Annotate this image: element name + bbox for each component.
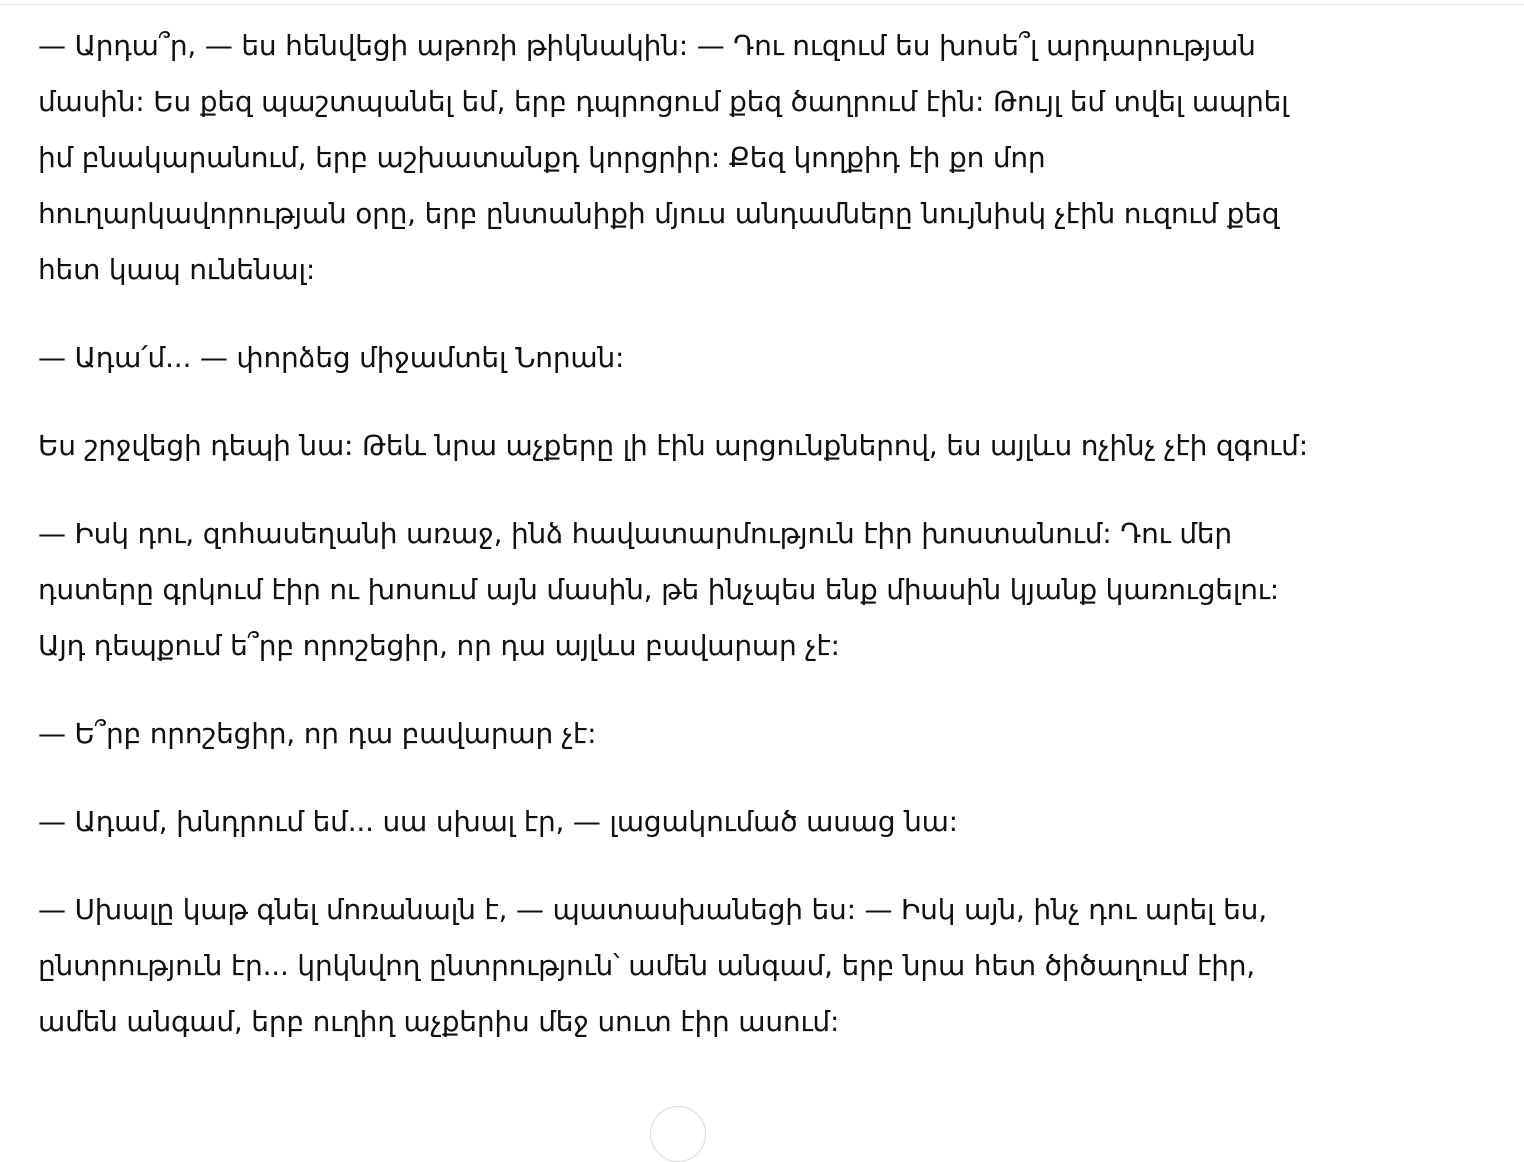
paragraph: — Սխալը կաթ գնել մոռանալն է, — պատասխանեցի ես: — Իսկ այն, ինչ դու արել ես, ընտրություն էր... կրկնվող ընտրություն՝ ամեն անգամ, երբ նրա հետ ծիծաղում էիր, ամեն անգամ, երբ ուղիղ աչքերիս մեջ սուտ էիր ասում:: [38, 893, 1267, 1038]
paragraph: — Ե՞րբ որոշեցիր, որ դա բավարար չէ:: [38, 717, 597, 750]
story-text: [38, 18, 1328, 1082]
scroll-down-button[interactable]: [650, 1106, 706, 1162]
paragraph: — Արդա՞ր, — ես հենվեցի աթոռի թիկնակին: — Դու ուզում ես խոսե՞լ արդարության մասին: Ես քեզ պաշտպանել եմ, երբ դպրոցում քեզ ծաղրում էին: Թույլ եմ տվել ապրել իմ բնակարանում, երբ աշխատանքդ կորցրիր: Քեզ կողքիդ էի քո մոր հուղարկավորության օրը, երբ ընտանիքի մյուս անդամները նույնիսկ չէին ուզում քեզ հետ կապ ունենալ:: [38, 29, 1289, 286]
paragraph: — Ադա՛մ... — փորձեց միջամտել Նորան:: [38, 341, 625, 374]
top-divider: [0, 4, 1524, 5]
paragraph: — Իսկ դու, զոհասեղանի առաջ, ինձ հավատարմություն էիր խոստանում: Դու մեր դստերը գրկում էիր ու խոսում այն մասին, թե ինչպես ենք միասին կյանք կառուցելու: Այդ դեպքում ե՞րբ որոշեցիր, որ դա այլևս բավարար չէ:: [38, 517, 1279, 662]
paragraph: Ես շրջվեցի դեպի նա: Թեև նրա աչքերը լի էին արցունքներով, ես այլևս ոչինչ չէի զգում:: [38, 429, 1308, 462]
paragraph: — Ադամ, խնդրում եմ... սա սխալ էր, — լացակումած ասաց նա:: [38, 805, 958, 838]
